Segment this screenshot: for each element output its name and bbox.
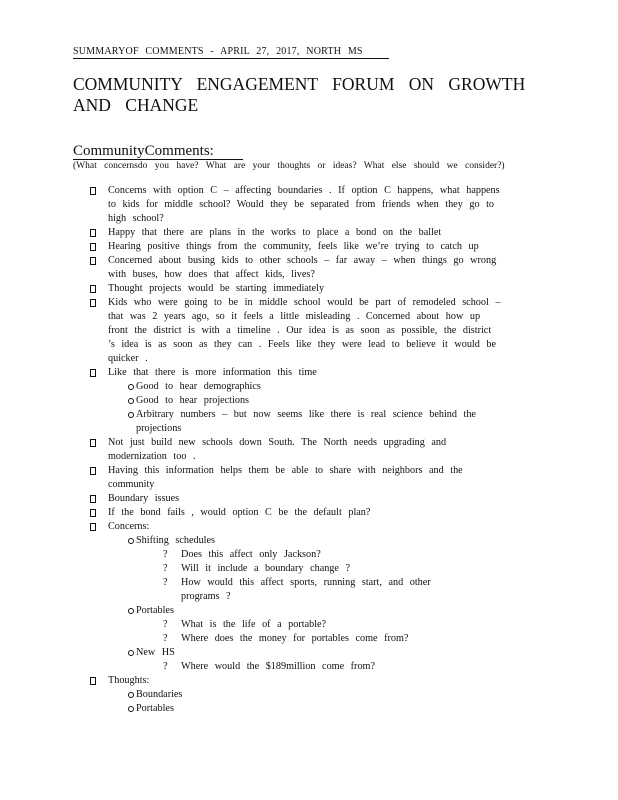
circle-bullet-icon — [128, 538, 134, 544]
sub-list-item — [0, 604, 496, 618]
list-item — [0, 464, 503, 492]
sub-list-item — [0, 702, 496, 716]
list-item-text: Concerns with option C – affecting boundaries . If option C happens, what happens to kids for middle school? Would they be separated from friends when they go to high school? — [108, 185, 500, 224]
square-bullet-icon — [90, 439, 96, 447]
question-bullet-icon: ? — [163, 577, 168, 588]
question-item — [0, 548, 471, 562]
question-bullet-icon: ? — [163, 563, 168, 574]
question-item-text: Does this affect only Jackson? — [181, 549, 321, 560]
question-item — [0, 562, 471, 576]
section-title-text: CommunityComments: — [73, 143, 214, 159]
circle-bullet-icon — [128, 650, 134, 656]
sub-list-item-text: Portables — [136, 605, 174, 616]
sub-list-item-text: Arbitrary numbers – but now seems like there is real science behind the projections — [136, 409, 476, 434]
sub-list-item-text: Good to hear projections — [136, 395, 249, 406]
list-item-text: Happy that there are plans in the works to place a bond on the ballet — [108, 227, 442, 238]
square-bullet-icon — [90, 187, 96, 195]
list-item — [0, 254, 503, 282]
question-bullet-icon: ? — [163, 661, 168, 672]
question-item-text: What is the life of a portable? — [181, 619, 327, 630]
list-item-text: Kids who were going to be in middle school would be part of remodeled school – that was 2 years ago, so it feels a little misleading . Concerned about how up front the district is with a timeline . Our idea is as soon as possible, the district ’s idea is as soon as they can . Feels like they were lead to believe it would be quicker . — [108, 297, 501, 364]
question-item-text: Will it include a boundary change ? — [181, 563, 350, 574]
sub-list-item — [0, 380, 496, 394]
document-header: SUMMARYOF COMMENTS - APRIL 27, 2017, NORTH MS — [73, 46, 389, 59]
list-item — [0, 674, 503, 688]
circle-bullet-icon — [128, 384, 134, 390]
square-bullet-icon — [90, 467, 96, 475]
list-item-text: Boundary issues — [108, 493, 180, 504]
list-item-text: If the bond fails , would option C be the default plan? — [108, 507, 371, 518]
square-bullet-icon — [90, 285, 96, 293]
list-item-text: Concerns: — [108, 521, 150, 532]
sub-list-item-text: Portables — [136, 703, 174, 714]
section-prompt: (What concernsdo you have? What are your thoughts or ideas? What else should we consider?) — [73, 161, 505, 171]
question-item — [0, 576, 471, 604]
square-bullet-icon — [90, 509, 96, 517]
section-title — [73, 142, 214, 160]
sub-list-item — [0, 688, 496, 702]
list-item — [0, 296, 503, 366]
list-item-text: Concerned about busing kids to other schools – far away – when things go wrong with buses, how does that affect kids, lives? — [108, 255, 497, 280]
square-bullet-icon — [90, 257, 96, 265]
sub-list-item — [0, 408, 496, 436]
sub-list-item-text: Good to hear demographics — [136, 381, 261, 392]
list-item — [0, 492, 503, 506]
sub-list-item — [0, 646, 496, 660]
question-item-text: Where does the money for portables come from? — [181, 633, 409, 644]
list-item-text: Hearing positive things from the community, feels like we’re trying to catch up — [108, 241, 479, 252]
circle-bullet-icon — [128, 608, 134, 614]
list-item — [0, 184, 503, 226]
sub-list-item-text: Boundaries — [136, 689, 183, 700]
list-item — [0, 282, 503, 296]
square-bullet-icon — [90, 523, 96, 531]
sub-list-item — [0, 394, 496, 408]
list-item-text: Like that there is more information this time — [108, 367, 317, 378]
question-bullet-icon: ? — [163, 549, 168, 560]
question-bullet-icon: ? — [163, 633, 168, 644]
circle-bullet-icon — [128, 412, 134, 418]
page-title: COMMUNITY ENGAGEMENT FORUM ON GROWTH AND CHANGE — [73, 74, 526, 115]
circle-bullet-icon — [128, 398, 134, 404]
section-title-underline — [73, 159, 243, 160]
square-bullet-icon — [90, 229, 96, 237]
list-item — [0, 240, 503, 254]
question-item — [0, 660, 471, 674]
square-bullet-icon — [90, 369, 96, 377]
circle-bullet-icon — [128, 706, 134, 712]
sub-list-item-text: New HS — [136, 647, 175, 658]
list-item-text: Not just build new schools down South. The North needs upgrading and modernization too . — [108, 437, 447, 462]
question-item — [0, 618, 471, 632]
list-item — [0, 366, 503, 380]
question-item-text: How would this affect sports, running start, and other programs ? — [181, 577, 431, 602]
list-item — [0, 520, 503, 534]
question-item-text: Where would the $189million come from? — [181, 661, 375, 672]
circle-bullet-icon — [128, 692, 134, 698]
question-bullet-icon: ? — [163, 619, 168, 630]
sub-list-item-text: Shifting schedules — [136, 535, 215, 546]
square-bullet-icon — [90, 299, 96, 307]
list-item-text: Having this information helps them be able to share with neighbors and the community — [108, 465, 463, 490]
square-bullet-icon — [90, 495, 96, 503]
sub-list-item — [0, 534, 496, 548]
square-bullet-icon — [90, 677, 96, 685]
list-item-text: Thoughts: — [108, 675, 150, 686]
list-item-text: Thought projects would be starting immediately — [108, 283, 325, 294]
square-bullet-icon — [90, 243, 96, 251]
list-item — [0, 506, 503, 520]
comment-list — [0, 184, 618, 716]
question-item — [0, 632, 471, 646]
list-item — [0, 226, 503, 240]
list-item — [0, 436, 503, 464]
